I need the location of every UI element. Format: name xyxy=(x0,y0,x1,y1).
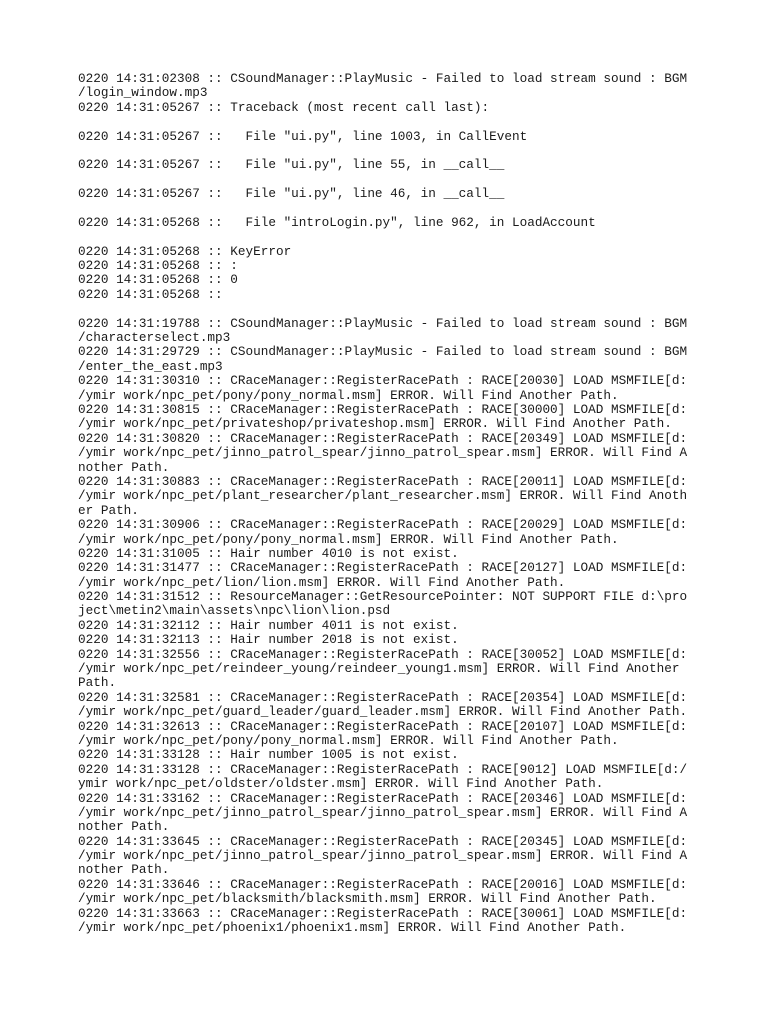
log-line: 0220 14:31:30815 :: CRaceManager::RegisterRacePath : RACE[30000] LOAD MSMFILE[d: xyxy=(78,401,688,417)
log-line: er Path. xyxy=(78,502,139,518)
log-line: /ymir work/npc_pet/pony/pony_normal.msm] ERROR. Will Find Another Path. xyxy=(78,387,619,403)
log-line: /ymir work/npc_pet/phoenix1/phoenix1.msm] ERROR. Will Find Another Path. xyxy=(78,920,627,936)
log-line: 0220 14:31:31477 :: CRaceManager::RegisterRacePath : RACE[20127] LOAD MSMFILE[d: xyxy=(78,560,688,576)
log-line: /ymir work/npc_pet/plant_researcher/plant_researcher.msm] ERROR. Will Find Anoth xyxy=(78,488,688,504)
log-line: 0220 14:31:32556 :: CRaceManager::RegisterRacePath : RACE[30052] LOAD MSMFILE[d: xyxy=(78,646,688,662)
log-line: /ymir work/npc_pet/pony/pony_normal.msm] ERROR. Will Find Another Path. xyxy=(78,531,619,547)
blank-line xyxy=(78,144,696,158)
log-line: 0220 14:31:33162 :: CRaceManager::RegisterRacePath : RACE[20346] LOAD MSMFILE[d: xyxy=(78,790,688,806)
log-line: ymir work/npc_pet/oldster/oldster.msm] ERROR. Will Find Another Path. xyxy=(78,776,604,792)
log-line: /login_window.mp3 xyxy=(78,85,208,101)
log-line: /ymir work/npc_pet/reindeer_young/reindeer_young1.msm] ERROR. Will Find Another xyxy=(78,661,680,677)
log-line: /ymir work/npc_pet/lion/lion.msm] ERROR. Will Find Another Path. xyxy=(78,574,566,590)
log-line: /ymir work/npc_pet/guard_leader/guard_leader.msm] ERROR. Will Find Another Path. xyxy=(78,704,688,720)
log-line: nother Path. xyxy=(78,819,170,835)
log-line: /ymir work/npc_pet/pony/pony_normal.msm] ERROR. Will Find Another Path. xyxy=(78,732,619,748)
log-line: 0220 14:31:32112 :: Hair number 4011 is not exist. xyxy=(78,617,459,633)
log-line: 0220 14:31:30820 :: CRaceManager::RegisterRacePath : RACE[20349] LOAD MSMFILE[d: xyxy=(78,430,688,446)
log-line: /ymir work/npc_pet/jinno_patrol_spear/jinno_patrol_spear.msm] ERROR. Will Find A xyxy=(78,848,688,864)
log-line: /ymir work/npc_pet/privateshop/privateshop.msm] ERROR. Will Find Another Path. xyxy=(78,416,672,432)
log-line: nother Path. xyxy=(78,862,170,878)
log-line: 0220 14:31:05267 :: File "ui.py", line 46, in __call__ xyxy=(78,186,505,202)
log-text-block xyxy=(78,72,696,935)
log-line: 0220 14:31:05268 :: 0 xyxy=(78,272,238,288)
log-line: 0220 14:31:30906 :: CRaceManager::RegisterRacePath : RACE[20029] LOAD MSMFILE[d: xyxy=(78,517,688,533)
blank-line xyxy=(78,202,696,216)
log-line: /ymir work/npc_pet/jinno_patrol_spear/jinno_patrol_spear.msm] ERROR. Will Find A xyxy=(78,804,688,820)
log-line: 0220 14:31:05268 :: File "introLogin.py", line 962, in LoadAccount xyxy=(78,214,596,230)
blank-line xyxy=(78,302,696,316)
log-line: 0220 14:31:30310 :: CRaceManager::RegisterRacePath : RACE[20030] LOAD MSMFILE[d: xyxy=(78,373,688,389)
log-line: 0220 14:31:30883 :: CRaceManager::RegisterRacePath : RACE[20011] LOAD MSMFILE[d: xyxy=(78,473,688,489)
log-line: /ymir work/npc_pet/blacksmith/blacksmith.msm] ERROR. Will Find Another Path. xyxy=(78,891,657,907)
log-line: 0220 14:31:29729 :: CSoundManager::PlayMusic - Failed to load stream sound : BGM xyxy=(78,344,688,360)
log-line: nother Path. xyxy=(78,459,170,475)
log-line: 0220 14:31:02308 :: CSoundManager::PlayMusic - Failed to load stream sound : BGM xyxy=(78,71,688,86)
log-line: ject\metin2\main\assets\npc\lion\lion.psd xyxy=(78,603,391,619)
log-line: 0220 14:31:33646 :: CRaceManager::RegisterRacePath : RACE[20016] LOAD MSMFILE[d: xyxy=(78,876,688,892)
log-line: /characterselect.mp3 xyxy=(78,330,231,346)
log-line: 0220 14:31:19788 :: CSoundManager::PlayMusic - Failed to load stream sound : BGM xyxy=(78,315,688,331)
log-line: 0220 14:31:32113 :: Hair number 2018 is not exist. xyxy=(78,632,459,648)
blank-line xyxy=(78,115,696,129)
log-line: Path. xyxy=(78,675,117,691)
log-line: 0220 14:31:05268 :: xyxy=(78,286,223,302)
log-line: 0220 14:31:05267 :: File "ui.py", line 55, in __call__ xyxy=(78,157,505,173)
log-line: 0220 14:31:05267 :: Traceback (most recent call last): xyxy=(78,99,490,115)
blank-line xyxy=(78,230,696,244)
log-line: 0220 14:31:05268 :: : xyxy=(78,258,238,274)
log-line: 0220 14:31:32581 :: CRaceManager::RegisterRacePath : RACE[20354] LOAD MSMFILE[d: xyxy=(78,689,688,705)
log-line: /ymir work/npc_pet/jinno_patrol_spear/jinno_patrol_spear.msm] ERROR. Will Find A xyxy=(78,445,688,461)
log-line: /enter_the_east.mp3 xyxy=(78,358,223,374)
log-line: 0220 14:31:05267 :: File "ui.py", line 1003, in CallEvent xyxy=(78,128,528,144)
blank-line xyxy=(78,173,696,187)
log-line: 0220 14:31:31512 :: ResourceManager::GetResourcePointer: NOT SUPPORT FILE d:\pro xyxy=(78,589,688,605)
log-line: 0220 14:31:33663 :: CRaceManager::RegisterRacePath : RACE[30061] LOAD MSMFILE[d: xyxy=(78,905,688,921)
log-line: 0220 14:31:31005 :: Hair number 4010 is not exist. xyxy=(78,545,459,561)
log-line: 0220 14:31:32613 :: CRaceManager::RegisterRacePath : RACE[20107] LOAD MSMFILE[d: xyxy=(78,718,688,734)
log-line: 0220 14:31:33128 :: Hair number 1005 is not exist. xyxy=(78,747,459,763)
log-line: 0220 14:31:33128 :: CRaceManager::RegisterRacePath : RACE[9012] LOAD MSMFILE[d:/ xyxy=(78,761,688,777)
log-line: 0220 14:31:05268 :: KeyError xyxy=(78,243,292,259)
log-line: 0220 14:31:33645 :: CRaceManager::RegisterRacePath : RACE[20345] LOAD MSMFILE[d: xyxy=(78,833,688,849)
